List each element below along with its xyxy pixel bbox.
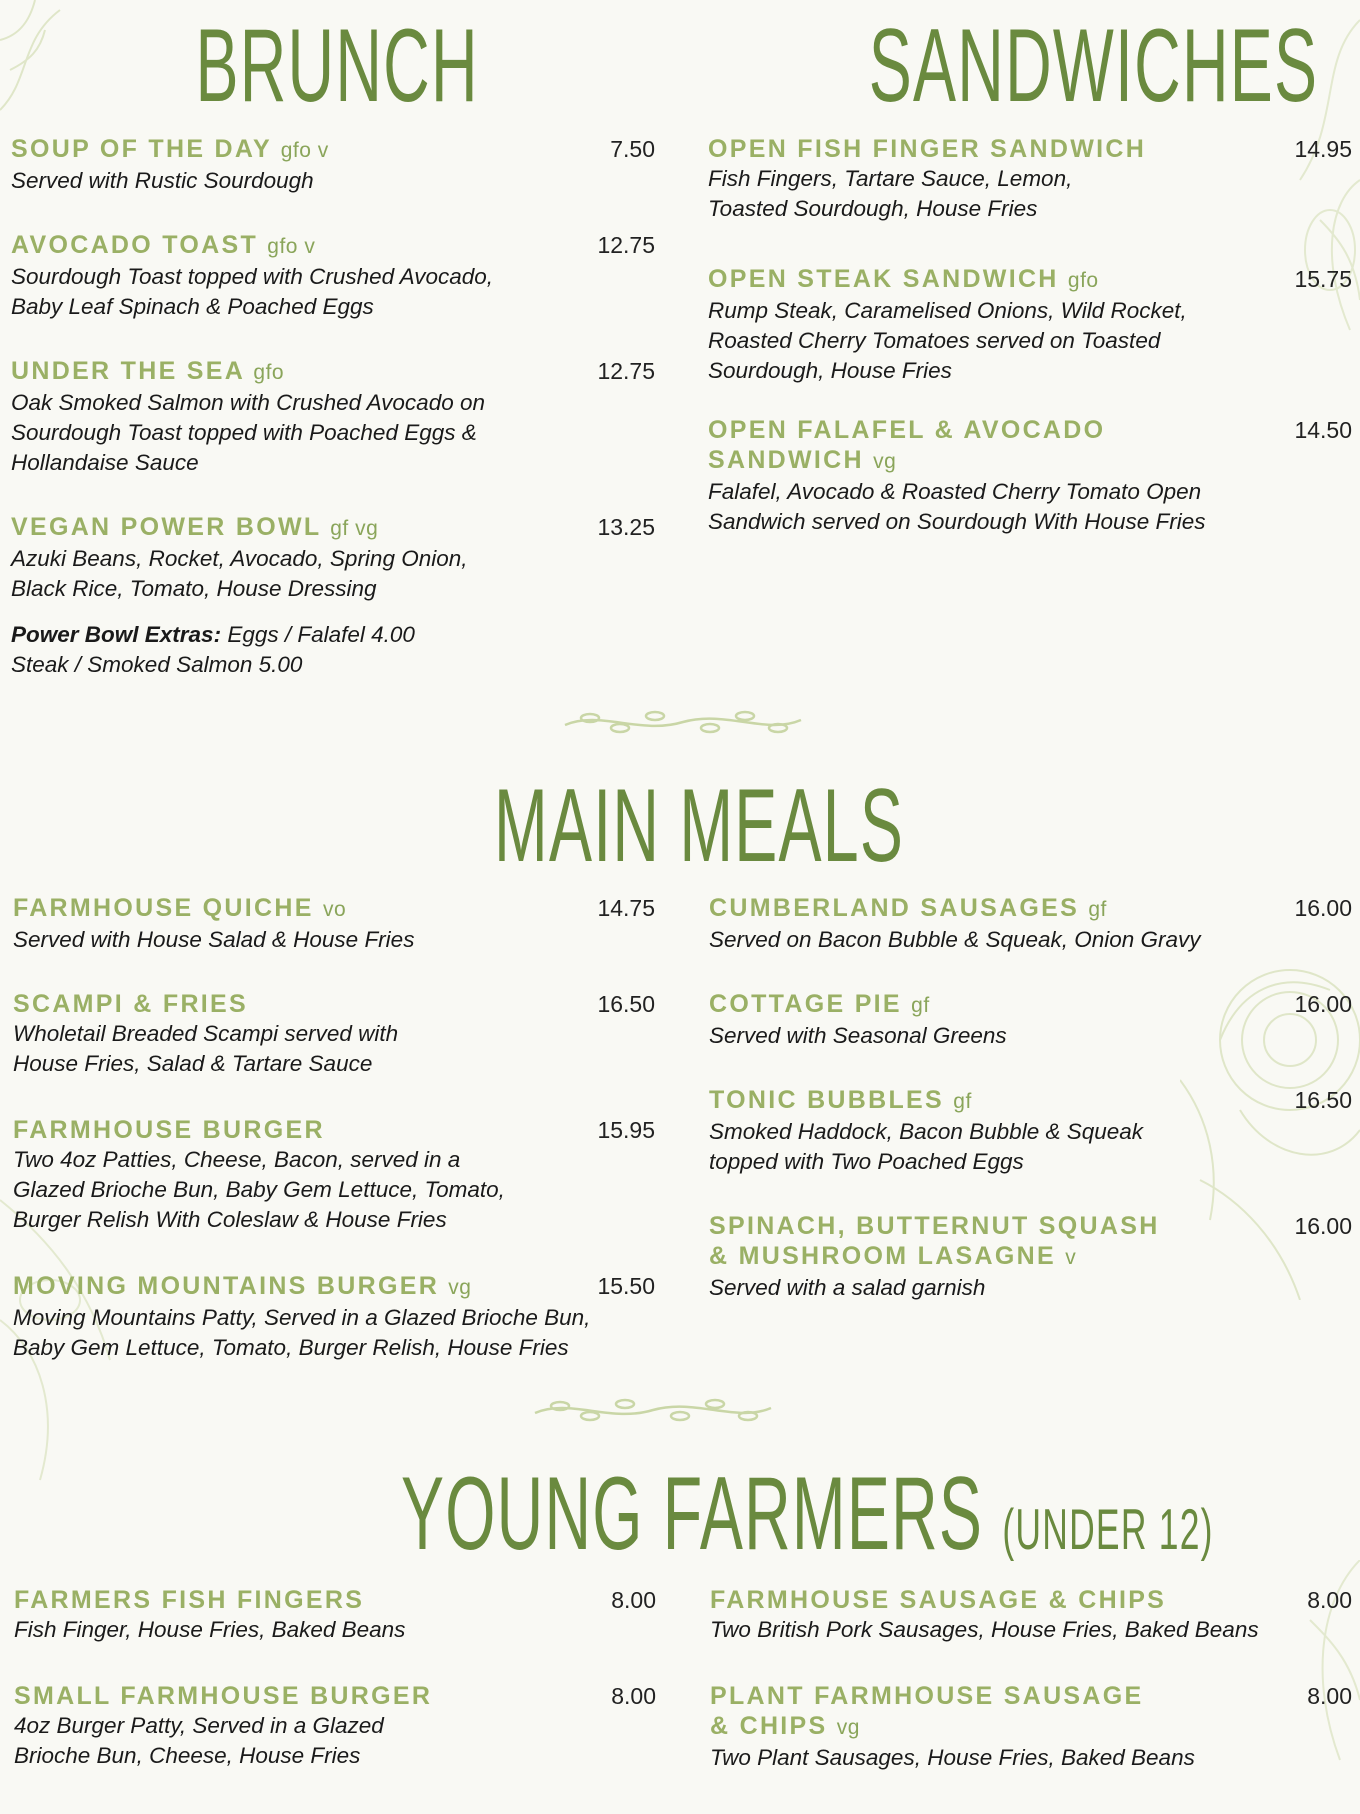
item-name-line-2: & CHIPS (710, 1712, 828, 1740)
dietary-tag: gf (911, 994, 930, 1017)
item-description: Served with a salad garnish (709, 1275, 986, 1300)
item-description: Brioche Bun, Cheese, House Fries (14, 1743, 361, 1768)
menu-item-scampi-fries (13, 989, 655, 1079)
dietary-tag: vg (873, 450, 897, 473)
item-description: Two Plant Sausages, House Fries, Baked Beans (710, 1745, 1195, 1770)
item-name: VEGAN POWER BOWL (11, 513, 321, 541)
item-description: Glazed Brioche Bun, Baby Gem Lettuce, Tomato, (13, 1177, 505, 1202)
item-description: Burger Relish With Coleslaw & House Fries (13, 1207, 447, 1232)
item-name: TONIC BUBBLES (709, 1086, 945, 1114)
item-price: 14.75 (597, 895, 655, 921)
item-price: 12.75 (597, 358, 655, 384)
item-description: topped with Two Poached Eggs (709, 1149, 1024, 1174)
menu-item-moving-mountains-burger (13, 1271, 655, 1363)
menu-item-under-the-sea (11, 356, 655, 478)
item-description: House Fries, Salad & Tartare Sauce (13, 1051, 373, 1076)
menu-item-vegan-power-bowl (11, 512, 655, 604)
extras-label: Power Bowl Extras: (11, 622, 222, 647)
menu-item-farmhouse-quiche (13, 893, 655, 955)
item-price: 8.00 (1307, 1683, 1352, 1709)
item-description: Sandwich served on Sourdough With House Fries (708, 509, 1206, 534)
item-price: 15.75 (1294, 266, 1352, 292)
item-description: Fish Finger, House Fries, Baked Beans (14, 1617, 406, 1642)
item-name: OPEN STEAK SANDWICH (708, 265, 1059, 293)
item-price: 16.00 (1294, 991, 1352, 1017)
item-price: 16.00 (1294, 1213, 1352, 1239)
item-description: Served with Seasonal Greens (709, 1023, 1007, 1048)
item-price: 15.50 (597, 1273, 655, 1299)
dietary-tag: gf (1088, 898, 1107, 921)
menu-item-cumberland-sausages (709, 893, 1352, 955)
item-description: Rump Steak, Caramelised Onions, Wild Rocket, (708, 298, 1187, 323)
dietary-tag: gf (953, 1090, 972, 1113)
item-name-line-2: & MUSHROOM LASAGNE (709, 1242, 1056, 1270)
dietary-tag: gfo v (280, 139, 329, 162)
menu-item-avocado-toast (11, 230, 655, 322)
menu-item-small-farmhouse-burger (14, 1681, 656, 1771)
item-name: AVOCADO TOAST (11, 231, 259, 259)
item-description: Azuki Beans, Rocket, Avocado, Spring Onion, (11, 546, 468, 571)
item-name: COTTAGE PIE (709, 990, 902, 1018)
item-description: Sourdough, House Fries (708, 358, 952, 383)
item-name: UNDER THE SEA (11, 357, 245, 385)
item-description: Served with House Salad & House Fries (13, 927, 415, 952)
item-name: CUMBERLAND SAUSAGES (709, 894, 1080, 922)
item-description: Two 4oz Patties, Cheese, Bacon, served in a (13, 1147, 461, 1172)
item-description: Falafel, Avocado & Roasted Cherry Tomato Open (708, 479, 1202, 504)
menu-item-farmhouse-burger (13, 1115, 655, 1235)
item-name: FARMHOUSE QUICHE (13, 894, 314, 922)
menu-item-spinach-butternut-lasagne (709, 1211, 1352, 1303)
item-description: Sourdough Toast topped with Poached Eggs & (11, 420, 477, 445)
item-name-line-2: SANDWICH (708, 446, 864, 474)
item-name: SOUP OF THE DAY (11, 135, 272, 163)
dietary-tag: vg (836, 1716, 860, 1739)
dietary-tag: gfo (253, 361, 285, 384)
power-bowl-extras (11, 620, 655, 680)
item-price: 16.00 (1294, 895, 1352, 921)
item-name: FARMERS FISH FINGERS (14, 1586, 365, 1614)
young-farmers-subtitle: (UNDER 12) (1002, 1498, 1214, 1562)
item-description: Black Rice, Tomato, House Dressing (11, 576, 377, 601)
sandwiches-title: SANDWICHES (868, 8, 1319, 124)
menu-item-cottage-pie (709, 989, 1352, 1051)
item-description: Roasted Cherry Tomatoes served on Toasted (708, 328, 1161, 353)
item-description: Hollandaise Sauce (11, 450, 199, 475)
dietary-tag: vg (448, 1276, 472, 1299)
item-price: 8.00 (611, 1587, 656, 1613)
item-description: Served on Bacon Bubble & Squeak, Onion Gravy (709, 927, 1201, 952)
item-price: 14.95 (1294, 136, 1352, 162)
menu-item-farmers-fish-fingers (14, 1585, 656, 1645)
item-name: SPINACH, BUTTERNUT SQUASH (709, 1212, 1160, 1240)
young-farmers-title-text: YOUNG FARMERS (401, 1456, 984, 1572)
dietary-tag: gfo v (267, 235, 316, 258)
item-name: SMALL FARMHOUSE BURGER (14, 1682, 433, 1710)
extras-line: Eggs / Falafel 4.00 (227, 622, 415, 647)
item-price: 16.50 (1294, 1087, 1352, 1113)
menu-item-open-steak-sandwich (708, 264, 1352, 386)
item-description: Oak Smoked Salmon with Crushed Avocado on (11, 390, 486, 415)
vine-divider-icon (530, 1388, 776, 1428)
brunch-title: BRUNCH (195, 8, 479, 124)
item-price: 8.00 (1307, 1587, 1352, 1613)
item-name: FARMHOUSE BURGER (13, 1116, 325, 1144)
item-price: 13.25 (597, 514, 655, 540)
menu-item-open-falafel-avocado-sandwich (708, 415, 1352, 537)
menu-item-open-fish-finger-sandwich (708, 134, 1352, 224)
menu-item-tonic-bubbles (709, 1085, 1352, 1177)
item-name: OPEN FALAFEL & AVOCADO (708, 416, 1106, 444)
item-price: 12.75 (597, 232, 655, 258)
dietary-tag: vo (322, 898, 347, 921)
item-price: 16.50 (597, 991, 655, 1017)
dietary-tag: v (1065, 1246, 1077, 1269)
item-name: SCAMPI & FRIES (13, 990, 248, 1018)
dietary-tag: gfo (1067, 269, 1099, 292)
item-price: 14.50 (1294, 417, 1352, 443)
item-description: Two British Pork Sausages, House Fries, Baked Beans (710, 1617, 1259, 1642)
item-name: MOVING MOUNTAINS BURGER (13, 1272, 440, 1300)
item-price: 8.00 (611, 1683, 656, 1709)
item-description: Moving Mountains Patty, Served in a Glazed Brioche Bun, (13, 1305, 591, 1330)
item-name: OPEN FISH FINGER SANDWICH (708, 135, 1147, 163)
item-name: FARMHOUSE SAUSAGE & CHIPS (710, 1586, 1167, 1614)
item-description: Wholetail Breaded Scampi served with (13, 1021, 399, 1046)
item-description: Baby Leaf Spinach & Poached Eggs (11, 294, 374, 319)
item-description: Toasted Sourdough, House Fries (708, 196, 1038, 221)
item-description: Served with Rustic Sourdough (11, 168, 314, 193)
item-description: Smoked Haddock, Bacon Bubble & Squeak (709, 1119, 1144, 1144)
item-description: Baby Gem Lettuce, Tomato, Burger Relish, House Fries (13, 1335, 569, 1360)
item-price: 15.95 (597, 1117, 655, 1143)
item-description: Fish Fingers, Tartare Sauce, Lemon, (708, 166, 1073, 191)
item-description: 4oz Burger Patty, Served in a Glazed (14, 1713, 384, 1738)
menu-item-plant-farmhouse-sausage-chips (710, 1681, 1352, 1773)
dietary-tag: gf vg (330, 517, 379, 540)
main-meals-title: MAIN MEALS (494, 768, 905, 884)
item-price: 7.50 (610, 136, 655, 162)
item-description: Sourdough Toast topped with Crushed Avocado, (11, 264, 494, 289)
item-name: PLANT FARMHOUSE SAUSAGE (710, 1682, 1144, 1710)
menu-item-farmhouse-sausage-chips (710, 1585, 1352, 1645)
extras-line: Steak / Smoked Salmon 5.00 (11, 652, 303, 677)
floral-decoration-top-left-icon (0, 0, 90, 120)
young-farmers-title (401, 1456, 1214, 1572)
menu-item-soup-of-the-day (11, 134, 655, 196)
vine-divider-icon (560, 700, 806, 740)
